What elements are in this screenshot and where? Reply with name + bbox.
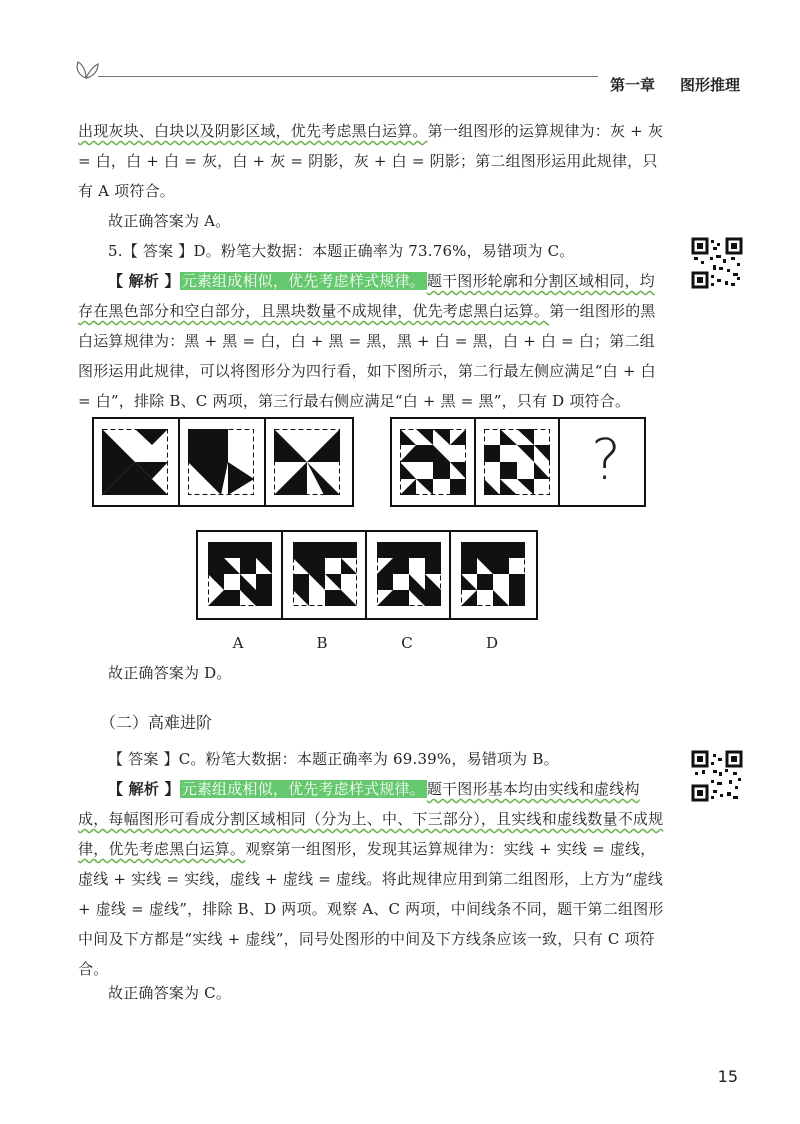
underlined-text: 题干图形轮廓和分割区域相同，均存在黑色部分和空白部分，且黑块数量不成规律，优先考虑黑白运算。 bbox=[78, 272, 655, 320]
answer-line-c: 【 答案 】C。粉笔大数据：本题正确率为 69.39%，易错项为 B。 bbox=[108, 750, 559, 768]
body-text: 观察第一组图形，发现其运算规律为：实线 + 实线 = 虚线，虚线 + 实线 = 实线，虚线 + 虚线 = 虚线。将此规律应用到第二组图形，上方为“虚线 + 虚线 = 虚线”，排除 B、D 两项。观察 A、C 两项，中间线条不同，题干第二组图形中间及下方都是“实线 + 虚线”，同号处图形的中间及下方线条应该一致，只有 C 项符合。 bbox=[78, 840, 664, 978]
page-number: 15 bbox=[717, 1067, 738, 1086]
leaf-icon bbox=[72, 58, 100, 80]
answer-5-line: 5.【 答案 】D。粉笔大数据：本题正确率为 73.76%，易错项为 C。 bbox=[108, 242, 575, 260]
analysis-tag: 【 解析 】 bbox=[108, 780, 180, 798]
option-d-pattern bbox=[461, 542, 525, 606]
analysis-paragraph-6 bbox=[78, 774, 666, 984]
section-heading: （二）高难进阶 bbox=[100, 713, 213, 732]
pattern-cell bbox=[400, 429, 466, 495]
header-rule bbox=[98, 76, 598, 77]
answer-line-d: 故正确答案为 D。 bbox=[108, 664, 232, 682]
chapter-title: 图形推理 bbox=[680, 76, 741, 94]
body-text: 第一组图形的黑白运算规律为：黑 + 黑 = 白，白 + 黑 = 黑，黑 + 白 = 黑，白 + 白 = 白；第二组图形运用此规律，可以将图形分为四行看，如下图所示，第二行最左侧应满足“白 + 白 = 白”，排除 B、C 两项，第三行最右侧应满足“白 + 黑 = 黑”，只有 D 项符合。 bbox=[78, 302, 656, 410]
qr-code-icon bbox=[691, 237, 743, 289]
figure-group-2 bbox=[390, 417, 646, 507]
chapter-label: 第一章 bbox=[610, 76, 656, 94]
option-b-pattern bbox=[293, 542, 357, 606]
analysis-paragraph-5 bbox=[78, 266, 666, 416]
pattern-cell bbox=[484, 429, 550, 495]
options-figure bbox=[196, 530, 538, 620]
option-a-pattern bbox=[208, 542, 272, 606]
highlight-text: 元素组成相似，优先考虑样式规律。 bbox=[181, 272, 425, 290]
option-label-a: A bbox=[232, 634, 244, 652]
pattern-cell bbox=[274, 429, 340, 495]
option-label-b: B bbox=[316, 634, 328, 652]
pattern-cell bbox=[102, 429, 168, 495]
question-mark: ? bbox=[591, 428, 621, 493]
qr-code-icon bbox=[691, 750, 743, 802]
underlined-text: 出现灰块、白块以及阴影区域，优先考虑黑白运算。 bbox=[78, 122, 428, 140]
answer-line-a: 故正确答案为 A。 bbox=[108, 212, 231, 230]
paragraph-1 bbox=[78, 116, 666, 206]
analysis-tag: 【 解析 】 bbox=[108, 272, 180, 290]
option-label-d: D bbox=[485, 634, 499, 652]
option-c-pattern bbox=[377, 542, 441, 606]
highlight-text: 元素组成相似，优先考虑样式规律。 bbox=[181, 780, 425, 798]
option-label-c: C bbox=[401, 634, 413, 652]
figure-group-1 bbox=[92, 417, 354, 507]
pattern-cell bbox=[188, 429, 254, 495]
body-text: 第一组图形的运算规律为：灰 + 灰 = 白，白 + 白 = 灰，白 + 灰 = 阴影，灰 + 白 = 阴影；第二组图形运用此规律，只有 A 项符合。 bbox=[78, 122, 664, 200]
underlined-text: 题干图形基本均由实线和虚线构成，每幅图形可看成分割区域相同（分为上、中、下三部分），且实线和虚线数量不成规律，优先考虑黑白运算。 bbox=[78, 780, 664, 858]
answer-line-c-final: 故正确答案为 C。 bbox=[108, 984, 232, 1002]
